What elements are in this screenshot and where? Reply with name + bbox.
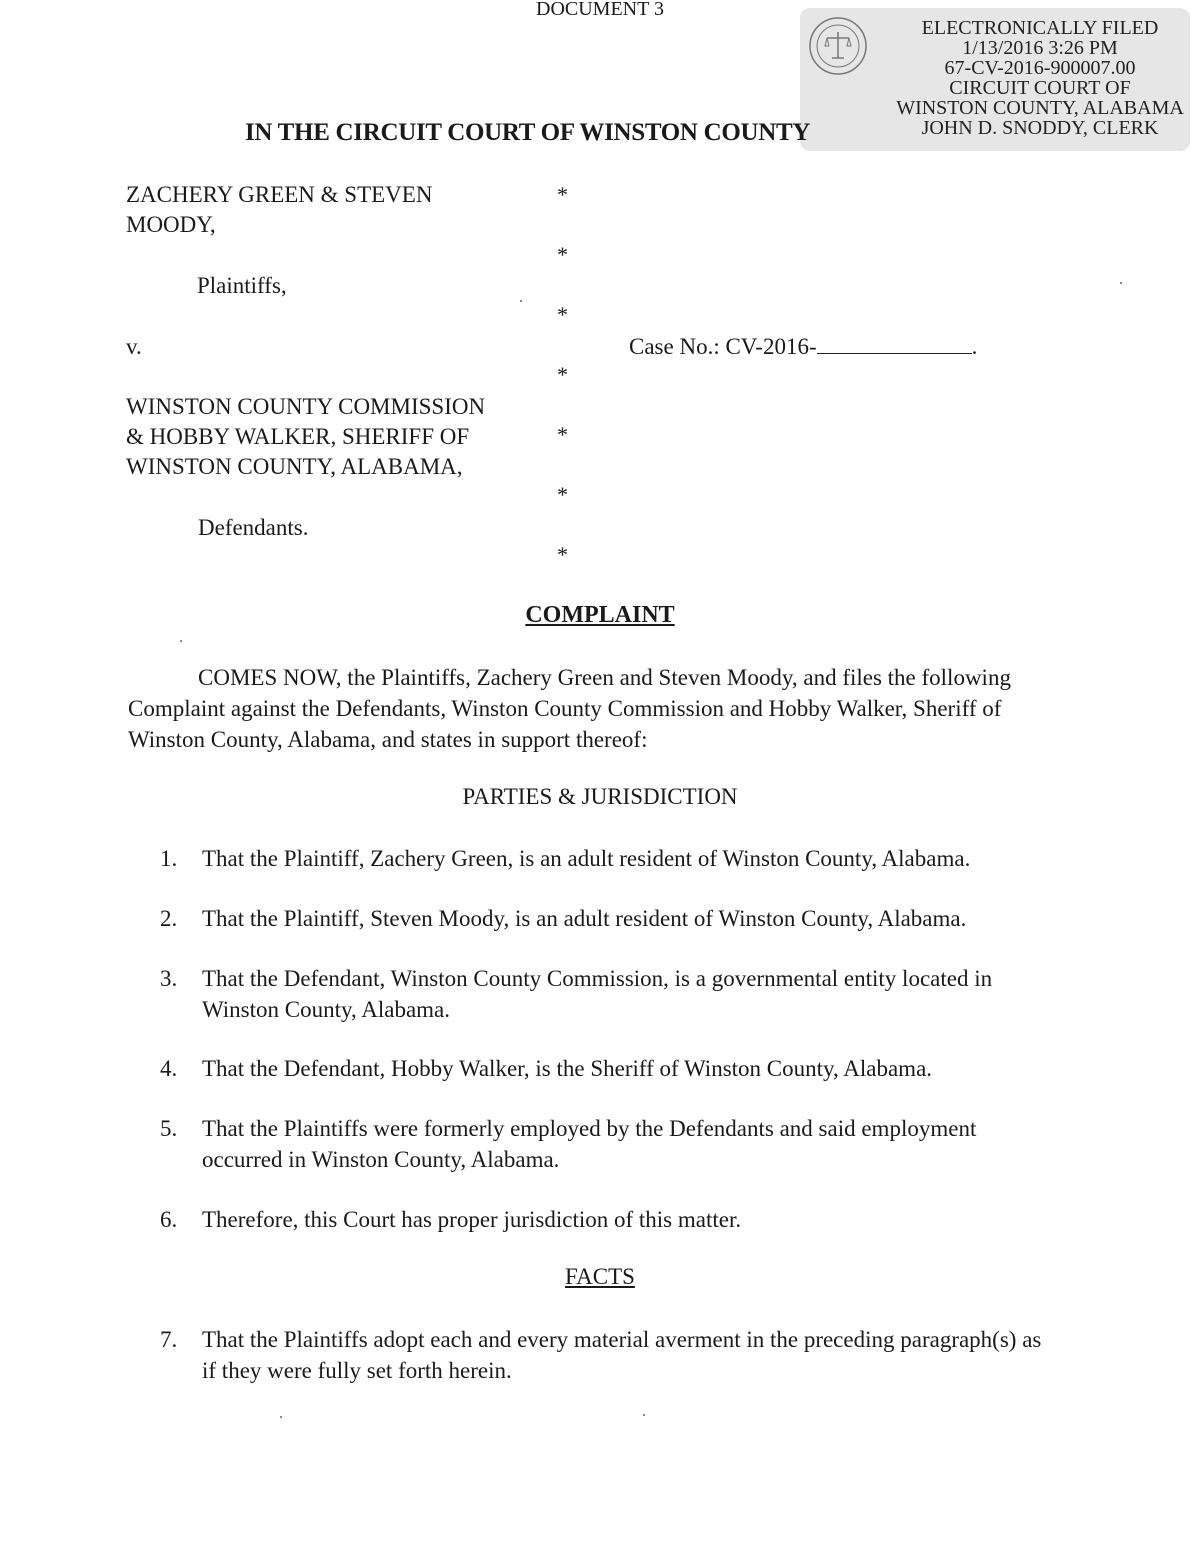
filing-stamp [800,8,1190,151]
stamp-line: JOHN D. SNODDY, CLERK [921,117,1159,139]
paragraph-text: That the Plaintiff, Zachery Green, is an adult resident of Winston County, Alabama. [202,846,971,871]
caption-star: * [557,362,568,387]
case-number-label: Case No.: CV-2016- [629,334,817,359]
court-title: IN THE CIRCUIT COURT OF WINSTON COUNTY [245,119,811,146]
scan-speck [180,640,182,642]
paragraph-text: That the Defendant, Hobby Walker, is the Sheriff of Winston County, Alabama. [202,1056,933,1081]
caption-star: * [557,422,568,447]
numbered-paragraph [160,1204,1060,1235]
defendants-name-line2: & HOBBY WALKER, SHERIFF OF [126,424,470,449]
caption-star: * [557,242,568,267]
defendants-name-line3: WINSTON COUNTY, ALABAMA, [126,454,463,479]
defendants-label: Defendants. [198,515,309,540]
versus-label: v. [126,334,142,359]
scan-speck [520,300,522,302]
parties-jurisdiction-heading: PARTIES & JURISDICTION [462,784,738,809]
plaintiffs-label: Plaintiffs, [197,273,287,298]
caption-star: * [557,542,568,567]
document-label: DOCUMENT 3 [536,0,664,20]
paragraph-text: That the Plaintiff, Steven Moody, is an adult resident of Winston County, Alabama. [202,906,967,931]
paragraph-number: 4. [160,1056,178,1081]
case-number-blank [817,333,972,354]
paragraph-number: 3. [160,966,178,991]
plaintiffs-name-line1: ZACHERY GREEN & STEVEN [126,182,433,207]
stamp-line: CIRCUIT COURT OF [949,77,1131,99]
paragraph-number: 7. [160,1327,178,1352]
scan-speck [280,1416,282,1418]
defendants-name-line1: WINSTON COUNTY COMMISSION [126,394,486,419]
numbered-paragraph [160,903,1060,934]
intro-line: COMES NOW, the Plaintiffs, Zachery Green and Steven Moody, and files the following [198,665,1011,690]
scan-speck [1120,282,1122,284]
paragraph-number: 6. [160,1207,178,1232]
numbered-paragraph [160,1113,1030,1175]
intro-line: Complaint against the Defendants, Winston County Commission and Hobby Walker, Sheriff of [128,696,1002,721]
numbered-paragraph [160,1053,1060,1084]
numbered-paragraph [160,963,1040,1025]
paragraph-number: 2. [160,906,178,931]
stamp-line: WINSTON COUNTY, ALABAMA [896,97,1184,119]
facts-heading: FACTS [565,1264,635,1289]
paragraph-text: That the Plaintiffs were formerly employed by the Defendants and said employment occurred in Winston County, Alabama. [202,1116,977,1172]
scan-speck [643,1414,645,1416]
numbered-paragraph [160,843,1060,874]
caption-star: * [557,182,568,207]
caption-star: * [557,482,568,507]
paragraph-text: That the Plaintiffs adopt each and every material averment in the preceding paragraph(s) as if they were fully set forth herein. [202,1327,1042,1383]
stamp-line: 67-CV-2016-900007.00 [944,57,1136,79]
case-number: Case No.: CV-2016- . [629,334,978,359]
paragraph-number: 5. [160,1116,178,1141]
stamp-line: ELECTRONICALLY FILED [921,17,1159,39]
complaint-heading: COMPLAINT [525,602,675,628]
intro-paragraph [128,662,1088,755]
paragraph-number: 1. [160,846,178,871]
paragraph-text: That the Defendant, Winston County Commission, is a governmental entity located in Winston County, Alabama. [202,966,993,1022]
stamp-line: 1/13/2016 3:26 PM [962,37,1118,59]
numbered-paragraph [160,1324,1060,1386]
paragraph-text: Therefore, this Court has proper jurisdiction of this matter. [202,1207,742,1232]
caption-star: * [557,302,568,327]
plaintiffs-name-line2: MOODY, [126,212,216,237]
intro-line: Winston County, Alabama, and states in support thereof: [128,727,648,752]
